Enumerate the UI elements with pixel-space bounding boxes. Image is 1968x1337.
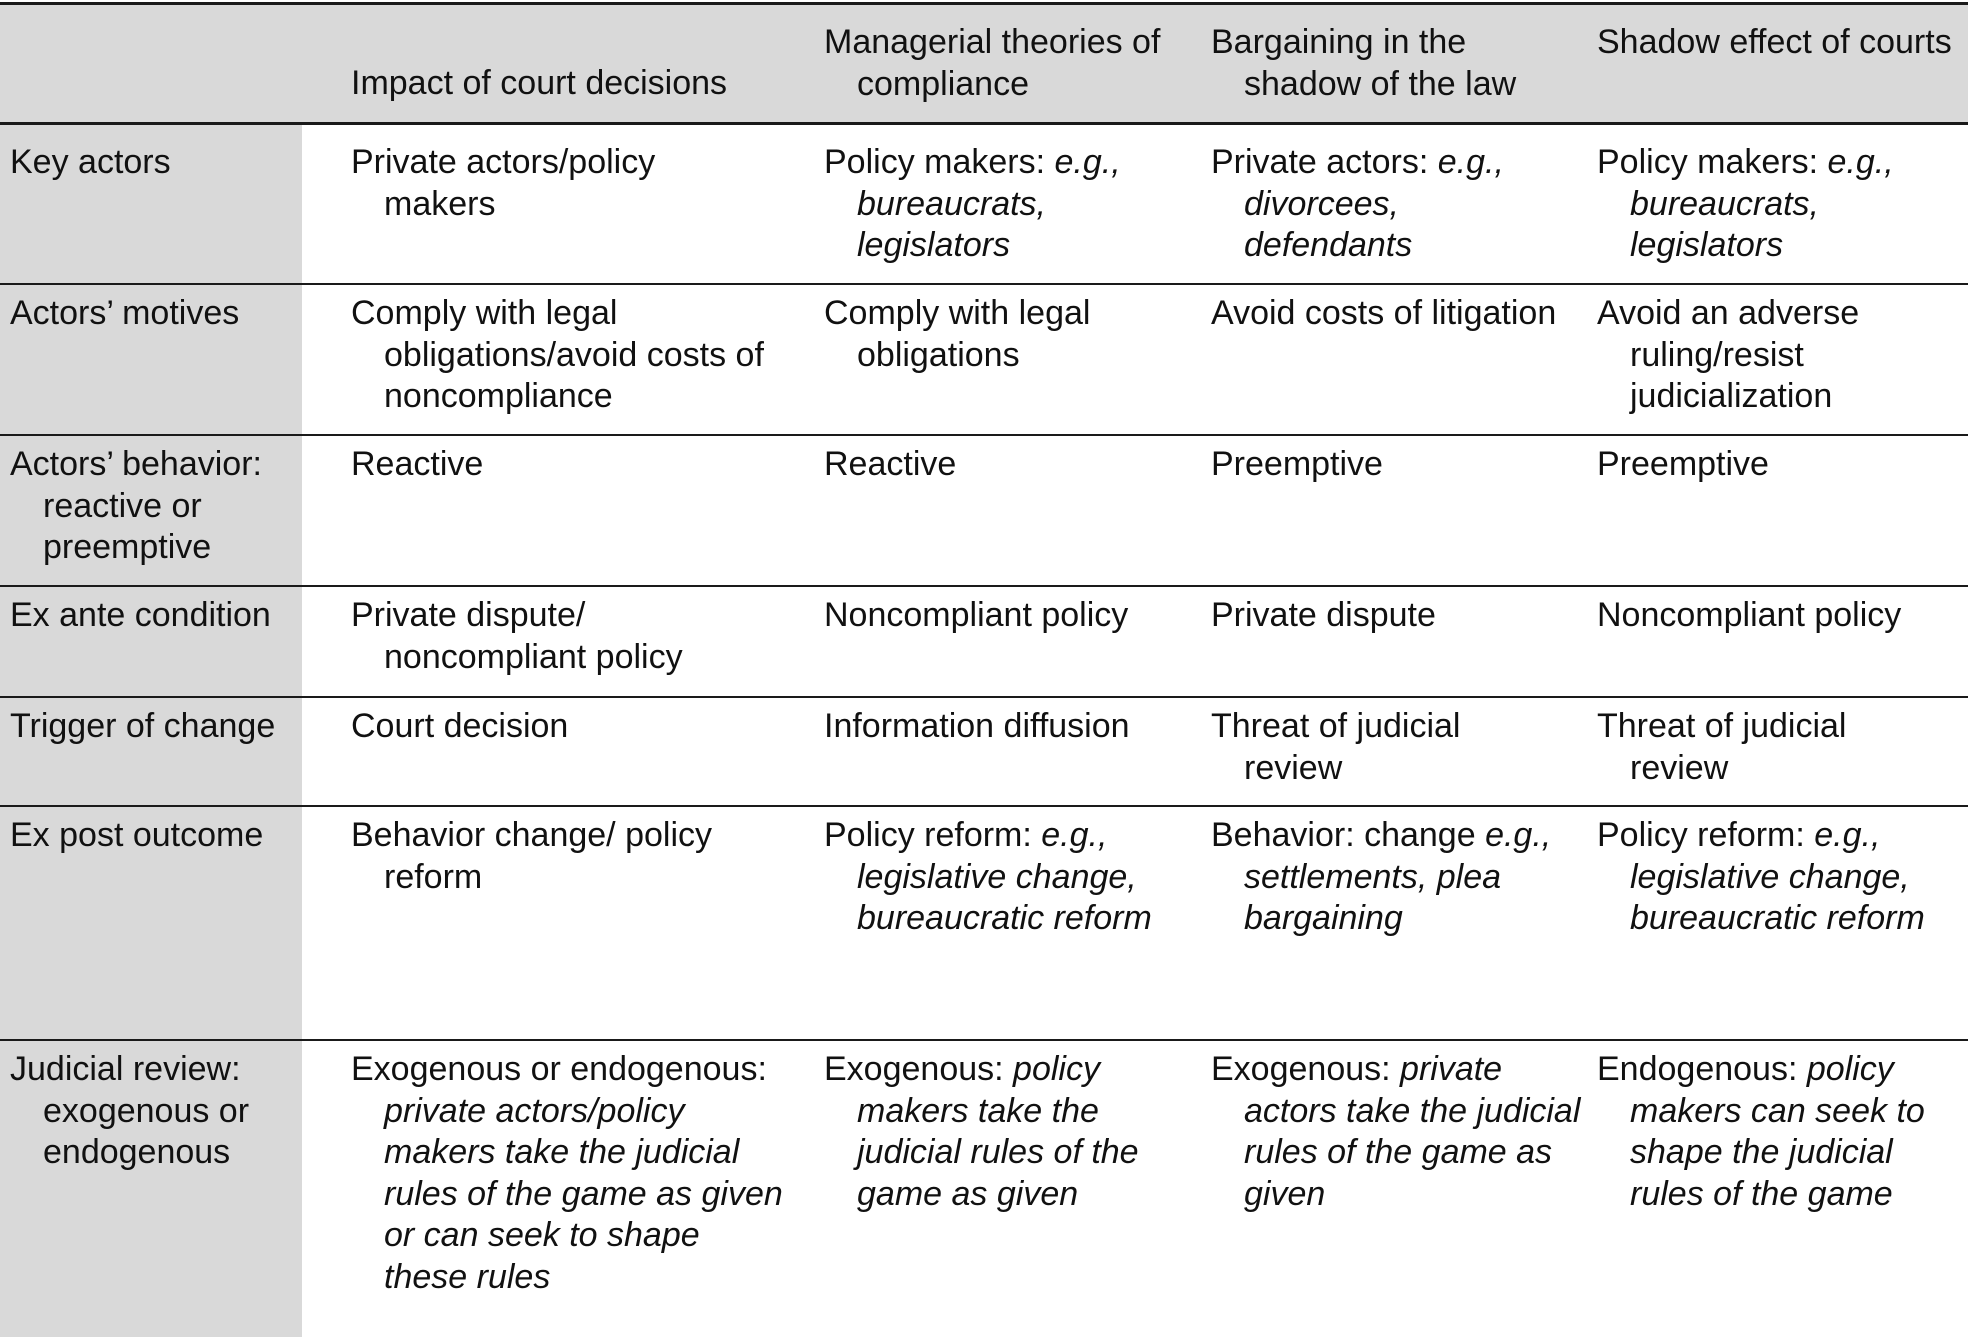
cell-text: Preemptive: [1597, 445, 1769, 483]
cell-text: Avoid an adverse ruling/resist judicialization: [1597, 294, 1860, 415]
cell-italic-text: private actors/policy makers take the judicial rules of the game as given or can seek to shape these rules: [384, 1091, 783, 1296]
cell-text: Private actors:: [1211, 143, 1438, 181]
table-cell: [1211, 595, 1571, 637]
cell-text: Avoid costs of litigation: [1211, 294, 1557, 332]
cell-text: Endogenous:: [1597, 1050, 1807, 1088]
table-cell: [1211, 815, 1581, 940]
cell-text: Court decision: [351, 707, 569, 745]
cell-text: Policy reform:: [824, 816, 1042, 854]
header-col-impact: Impact of court decisions: [351, 64, 728, 102]
table-cell: [1597, 595, 1965, 637]
table-cell: [351, 293, 791, 418]
cell-text: Exogenous:: [1211, 1050, 1401, 1088]
cell-text: Behavior: change: [1211, 816, 1486, 854]
row-rule: [0, 1039, 1968, 1041]
cell-text: Behavior change/ policy reform: [351, 816, 713, 896]
cell-text: Noncompliant policy: [824, 596, 1129, 634]
row-label: Ex ante condition: [10, 596, 271, 634]
cell-text: Reactive: [824, 445, 957, 483]
table-cell: [824, 293, 1184, 376]
cell-text: Policy reform:: [1597, 816, 1815, 854]
cell-italic-text: e.g., divorcees, defendants: [1244, 143, 1504, 264]
table-cell: [1597, 1049, 1967, 1215]
table-cell: [824, 1049, 1194, 1215]
row-label: Actors’ motives: [10, 294, 240, 332]
table-cell: [351, 142, 771, 225]
table-cell: [1597, 142, 1957, 267]
table-cell: [824, 444, 1184, 486]
header-col-managerial: Managerial theories of compliance: [824, 23, 1161, 103]
table-cell: [351, 815, 751, 898]
row-label: Trigger of change: [10, 707, 276, 745]
cell-text: Policy makers:: [824, 143, 1055, 181]
header-col-bargaining: Bargaining in the shadow of the law: [1211, 23, 1517, 103]
table-cell: [351, 1049, 791, 1298]
table-cell: [824, 142, 1184, 267]
top-rule: [0, 2, 1968, 5]
table-cell: [824, 706, 1204, 748]
table-cell: [824, 595, 1204, 637]
table-cell: [1597, 293, 1957, 418]
cell-italic-text: policy makers can seek to shape the judicial rules of the game: [1630, 1050, 1925, 1213]
table-cell: [351, 595, 791, 678]
row-rule: [0, 283, 1968, 285]
table-cell: [1211, 1049, 1581, 1215]
table-cell: [351, 444, 791, 486]
cell-text: Exogenous:: [824, 1050, 1014, 1088]
cell-text: Comply with legal obligations: [824, 294, 1091, 374]
cell-text: Policy makers:: [1597, 143, 1828, 181]
row-label: Judicial review: exogenous or endogenous: [10, 1050, 250, 1171]
cell-text: Private dispute: [1211, 596, 1436, 634]
cell-text: Preemptive: [1211, 445, 1383, 483]
cell-italic-text: e.g., bureaucrats, legislators: [857, 143, 1121, 264]
cell-text: Exogenous or endogenous:: [351, 1050, 767, 1088]
table-cell: [1211, 444, 1571, 486]
table-cell: [1597, 706, 1927, 789]
row-label: Key actors: [10, 143, 171, 181]
table-cell: [1211, 293, 1571, 335]
row-label: Actors’ behavior: reactive or preemptive: [10, 445, 262, 566]
cell-text: Noncompliant policy: [1597, 596, 1902, 634]
cell-text: Private actors/policy makers: [351, 143, 656, 223]
row-label: Ex post outcome: [10, 816, 264, 854]
cell-text: Private dispute/ noncompliant policy: [351, 596, 683, 676]
header-rule: [0, 122, 1968, 125]
header-col-shadow: Shadow effect of courts: [1597, 23, 1952, 61]
row-rule: [0, 434, 1968, 436]
row-rule: [0, 805, 1968, 807]
cell-italic-text: private actors take the judicial rules of the game as given: [1244, 1050, 1581, 1213]
cell-italic-text: policy makers take the judicial rules of the game as given: [857, 1050, 1139, 1213]
cell-text: Information diffusion: [824, 707, 1130, 745]
cell-text: Threat of judicial review: [1597, 707, 1847, 787]
cell-italic-text: e.g., legislative change, bureaucratic reform: [1630, 816, 1925, 937]
table-cell: [824, 815, 1164, 940]
table-cell: [1211, 142, 1571, 267]
table-cell: [1597, 444, 1957, 486]
cell-text: Reactive: [351, 445, 484, 483]
cell-italic-text: e.g., settlements, plea bargaining: [1244, 816, 1552, 937]
row-rule: [0, 696, 1968, 698]
cell-text: Threat of judicial review: [1211, 707, 1461, 787]
table-cell: [1597, 815, 1967, 940]
table-cell: [351, 706, 791, 748]
table-cell: [1211, 706, 1541, 789]
cell-italic-text: e.g., legislative change, bureaucratic reform: [857, 816, 1152, 937]
row-rule: [0, 585, 1968, 587]
cell-italic-text: e.g., bureaucrats, legislators: [1630, 143, 1894, 264]
cell-text: Comply with legal obligations/avoid costs of noncompliance: [351, 294, 764, 415]
